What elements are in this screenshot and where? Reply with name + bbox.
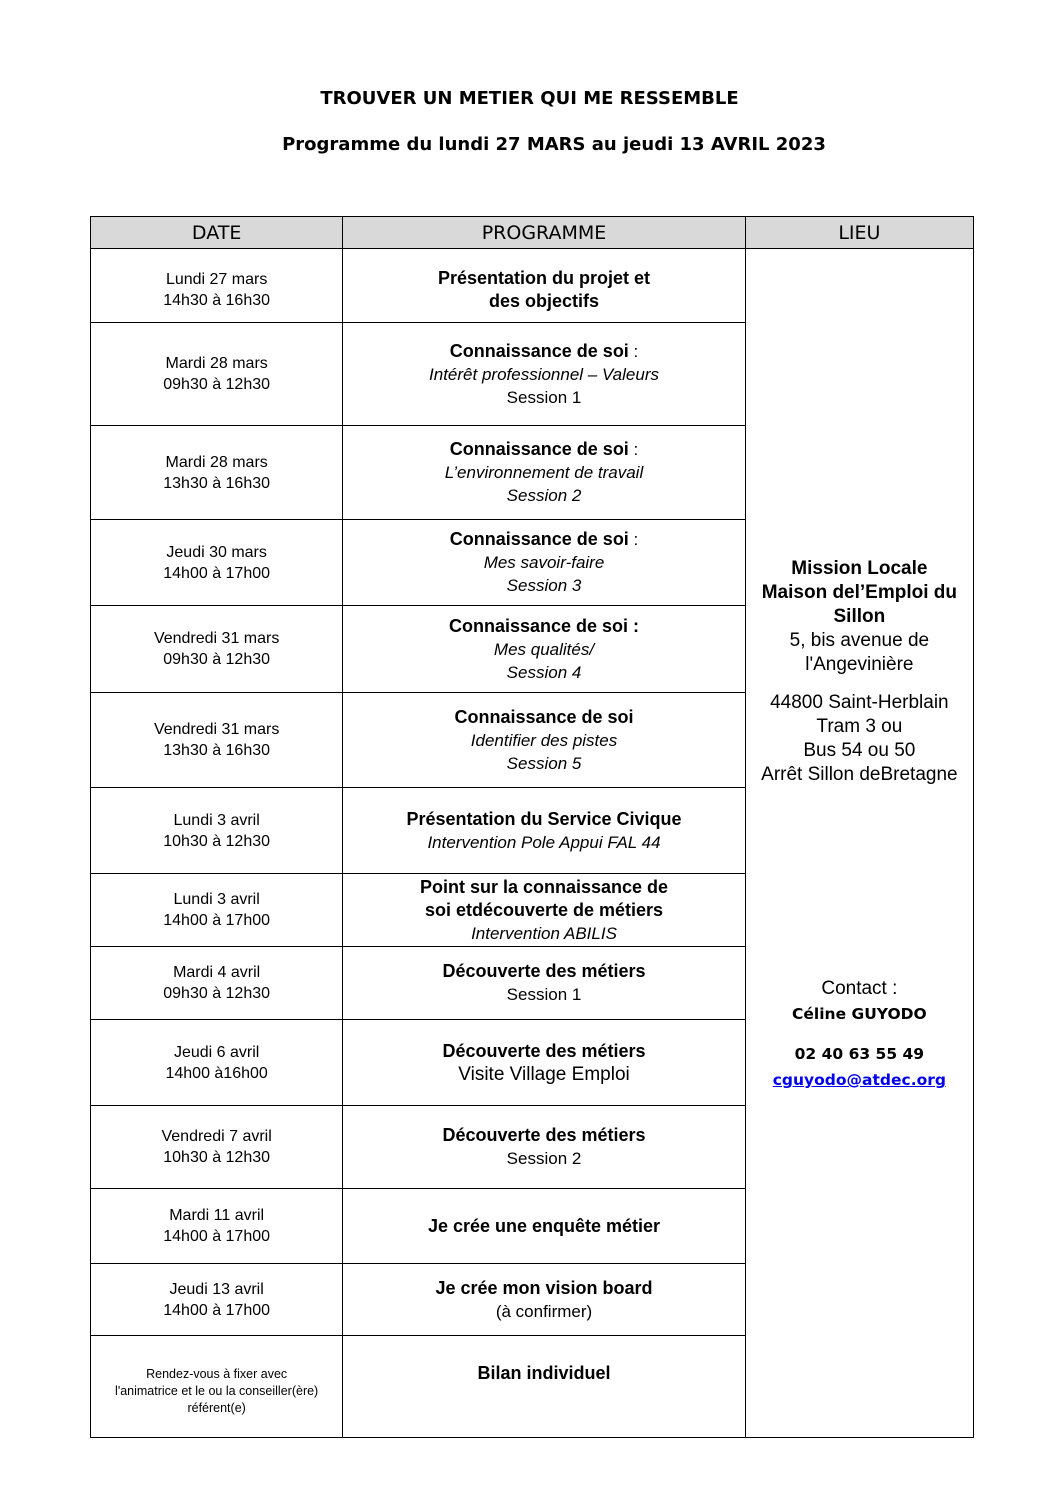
programme-cell [343, 1189, 745, 1264]
lieu-cell [745, 249, 973, 1438]
programme-cell [343, 249, 745, 323]
date-time: 14h00 à16h00 [165, 1064, 268, 1082]
table-row [91, 249, 974, 323]
programme-detail: Identifier des pistes [470, 730, 618, 750]
date-time: 14h00 à 17h00 [163, 912, 271, 929]
programme-detail: Visite Village Emploi [458, 1063, 630, 1085]
date-time: 10h30 à 12h30 [163, 1149, 271, 1166]
date-note-3: référent(e) [187, 1401, 246, 1415]
programme-cell [343, 520, 745, 606]
programme-cell [343, 426, 745, 520]
date-day: Vendredi 31 mars [153, 721, 280, 738]
programme-cell [343, 693, 745, 788]
programme-cell [343, 1106, 745, 1189]
programme-detail: Intérêt professionnel – Valeurs [429, 364, 659, 384]
programme-detail: Intervention Pole Appui FAL 44 [427, 832, 661, 852]
programme-cell [343, 1336, 745, 1438]
date-time: 14h30 à 16h30 [163, 291, 271, 309]
page-subtitle: Programme du lundi 27 MARS au jeudi 13 AVRIL 2023 [282, 134, 826, 155]
date-day: Vendredi 31 mars [153, 630, 280, 647]
date-cell [91, 520, 343, 606]
table-header-row [91, 217, 974, 249]
date-cell [91, 249, 343, 323]
date-cell [91, 323, 343, 426]
date-cell [91, 1189, 343, 1264]
date-day: Mardi 28 mars [165, 453, 268, 471]
contact-label: Contact : [821, 978, 898, 999]
programme-title-cont: soi etdécouverte de métiers [424, 899, 664, 920]
contact-email-link[interactable]: cguyodo@atdec.org [772, 1071, 946, 1089]
date-day: Vendredi 7 avril [161, 1128, 272, 1145]
programme-detail: Mes savoir-faire [483, 553, 605, 572]
programme-cell [343, 874, 745, 947]
date-day: Mardi 11 avril [169, 1207, 265, 1224]
programme-title-suffix: : [628, 440, 639, 459]
date-day: Jeudi 30 mars [166, 543, 267, 561]
date-cell [91, 874, 343, 947]
programme-detail: Mes qualités/ [493, 639, 595, 659]
date-cell [91, 1020, 343, 1106]
lieu-org-2: Maison del’Emploi du [761, 582, 958, 603]
page-title: TROUVER UN METIER QUI ME RESSEMBLE [320, 88, 739, 109]
date-cell [91, 426, 343, 520]
lieu-transport-tram: Tram 3 ou [816, 716, 903, 737]
date-time: 14h00 à 17h00 [163, 1228, 271, 1245]
programme-title: Découverte des métiers [442, 1040, 646, 1061]
programme-cell [343, 788, 745, 874]
programme-title-cont: des objectifs [488, 290, 600, 311]
date-cell [91, 606, 343, 693]
lieu-city: 44800 Saint-Herblain [770, 692, 949, 713]
programme-session: Session 1 [506, 985, 582, 1004]
date-time: 14h00 à 17h00 [163, 1301, 271, 1319]
lieu-org: Mission Locale [791, 558, 928, 579]
programme-title: Connaissance de soi : [448, 615, 640, 636]
programme-title: Je crée une enquête métier [427, 1215, 661, 1236]
lieu-address [746, 557, 973, 787]
date-day: Lundi 3 avril [173, 891, 260, 908]
date-cell [91, 1336, 343, 1438]
programme-cell [343, 1264, 745, 1336]
lieu-org-3: Sillon [833, 606, 886, 627]
date-time: 09h30 à 12h30 [163, 376, 271, 393]
lieu-transport-bus: Bus 54 ou 50 [803, 740, 916, 761]
programme-session: Session 1 [506, 387, 582, 407]
date-note: Rendez-vous à fixer avec [146, 1367, 288, 1381]
date-time: 09h30 à 12h30 [163, 651, 271, 668]
lieu-stop: Arrêt Sillon deBretagne [761, 764, 958, 785]
date-time: 13h30 à 16h30 [163, 742, 271, 759]
date-cell [91, 788, 343, 874]
date-day: Jeudi 6 avril [173, 1043, 260, 1061]
programme-cell [343, 323, 745, 426]
programme-session: Session 2 [506, 486, 582, 505]
programme-title: Présentation du Service Civique [406, 808, 682, 829]
lieu-street-2: l'Angevinière [805, 654, 914, 675]
contact-block [746, 977, 973, 1093]
date-time: 09h30 à 12h30 [163, 985, 271, 1002]
lieu-street: 5, bis avenue de [789, 630, 930, 651]
programme-detail: L’environnement de travail [444, 463, 644, 482]
programme-cell [343, 606, 745, 693]
header-lieu: LIEU [745, 217, 973, 249]
date-day: Jeudi 13 avril [169, 1280, 264, 1298]
date-cell [91, 1264, 343, 1336]
header-date: DATE [91, 217, 343, 249]
programme-cell [343, 947, 745, 1020]
header-programme: PROGRAMME [343, 217, 745, 249]
programme-title: Connaissance de soi [454, 706, 634, 727]
programme-title-suffix: : [628, 341, 639, 361]
programme-title: Je crée mon vision board [435, 1277, 653, 1298]
programme-title-suffix: : [628, 530, 639, 549]
programme-session: Session 4 [506, 662, 582, 682]
date-time: 10h30 à 12h30 [163, 832, 271, 850]
programme-note: (à confirmer) [495, 1301, 593, 1321]
programme-title: Découverte des métiers [442, 1125, 646, 1145]
date-cell [91, 947, 343, 1020]
date-day: Mardi 28 mars [165, 355, 268, 372]
programme-title: Présentation du projet et [437, 267, 651, 288]
programme-title: Point sur la connaissance de [419, 876, 669, 897]
date-day: Lundi 3 avril [173, 811, 260, 829]
date-time: 14h00 à 17h00 [163, 564, 271, 582]
programme-title: Connaissance de soi [449, 439, 629, 459]
programme-title: Découverte des métiers [442, 961, 646, 981]
programme-cell [343, 1020, 745, 1106]
date-cell [91, 693, 343, 788]
contact-name: Céline GUYODO [792, 1005, 927, 1023]
programme-session: Session 5 [506, 753, 582, 773]
programme-title: Connaissance de soi [449, 529, 629, 549]
date-cell [91, 1106, 343, 1189]
date-note-2: l'animatrice et le ou la conseiller(ère) [115, 1384, 319, 1398]
date-day: Lundi 27 mars [165, 270, 268, 288]
programme-title: Connaissance de soi [449, 340, 629, 361]
programme-session: Session 3 [506, 576, 582, 595]
schedule-table [90, 216, 974, 1438]
date-day: Mardi 4 avril [173, 964, 261, 981]
contact-phone: 02 40 63 55 49 [794, 1045, 925, 1063]
programme-session: Session 2 [506, 1149, 582, 1168]
programme-title: Bilan individuel [477, 1363, 611, 1383]
programme-detail: Intervention ABILIS [471, 923, 617, 943]
date-time: 13h30 à 16h30 [163, 474, 271, 492]
